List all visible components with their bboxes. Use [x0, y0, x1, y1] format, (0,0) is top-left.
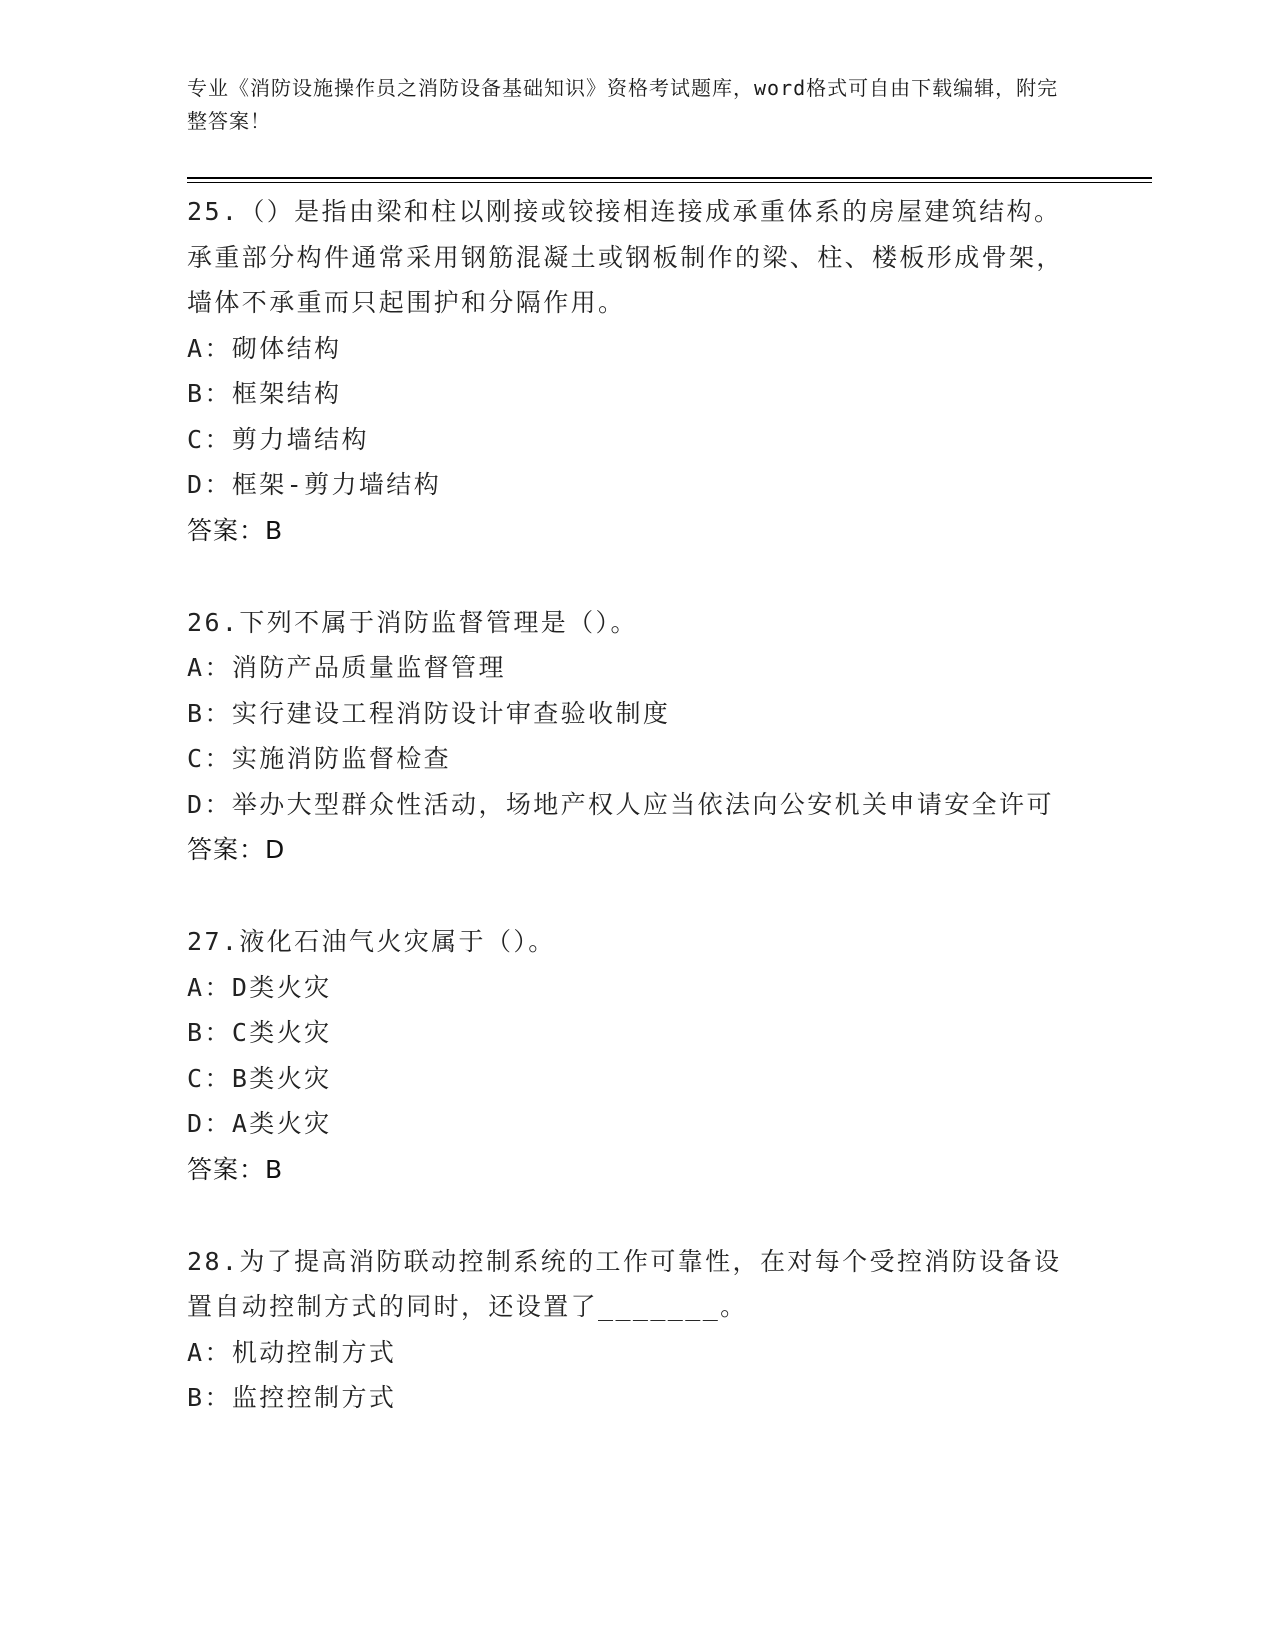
question-27 [187, 919, 1082, 1193]
question-text: 26.下列不属于消防监督管理是（）。 [187, 607, 638, 637]
question-25 [187, 189, 1082, 554]
option-a: A：砌体结构 [187, 333, 342, 363]
option-b: B：实行建设工程消防设计审查验收制度 [187, 698, 671, 728]
option-b: B：C类火灾 [187, 1018, 332, 1047]
option-d: D：A类火灾 [187, 1109, 332, 1138]
option-b: B：框架结构 [187, 379, 342, 408]
option-b: B：监控控制方式 [187, 1383, 397, 1412]
question-text: 25.（）是指由梁和柱以刚接或铰接相连接成承重体系的房屋建筑结构。承重部分构件通常采用钢筋混凝土或钢板制作的梁、柱、楼板形成骨架，墙体不承重而只起围护和分隔作用。 [187, 197, 1064, 317]
answer: 答案：D [187, 835, 286, 864]
document-intro: 专业《消防设施操作员之消防设备基础知识》资格考试题库，word格式可自由下载编辑，附完整答案！ [187, 76, 1059, 133]
answer: 答案：B [187, 515, 284, 545]
header-divider-thin [187, 182, 1152, 183]
question-28 [187, 1239, 1082, 1421]
option-a: A：机动控制方式 [187, 1337, 397, 1367]
option-c: C：剪力墙结构 [187, 424, 369, 454]
question-26 [187, 600, 1082, 874]
option-d: D：框架-剪力墙结构 [187, 470, 442, 499]
answer: 答案：B [187, 1154, 284, 1184]
option-c: C：B类火灾 [187, 1063, 332, 1093]
question-text: 27.液化石油气火灾属于（）。 [187, 927, 556, 956]
option-d: D：举办大型群众性活动，场地产权人应当依法向公安机关申请安全许可 [187, 789, 1054, 819]
option-a: A：D类火灾 [187, 972, 332, 1002]
option-c: C：实施消防监督检查 [187, 744, 452, 773]
question-list [187, 189, 1082, 1467]
option-a: A：消防产品质量监督管理 [187, 653, 506, 682]
header-divider-thick [187, 177, 1152, 179]
question-text: 28.为了提高消防联动控制系统的工作可靠性，在对每个受控消防设备设置自动控制方式的同时，还设置了_______。 [187, 1246, 1062, 1321]
